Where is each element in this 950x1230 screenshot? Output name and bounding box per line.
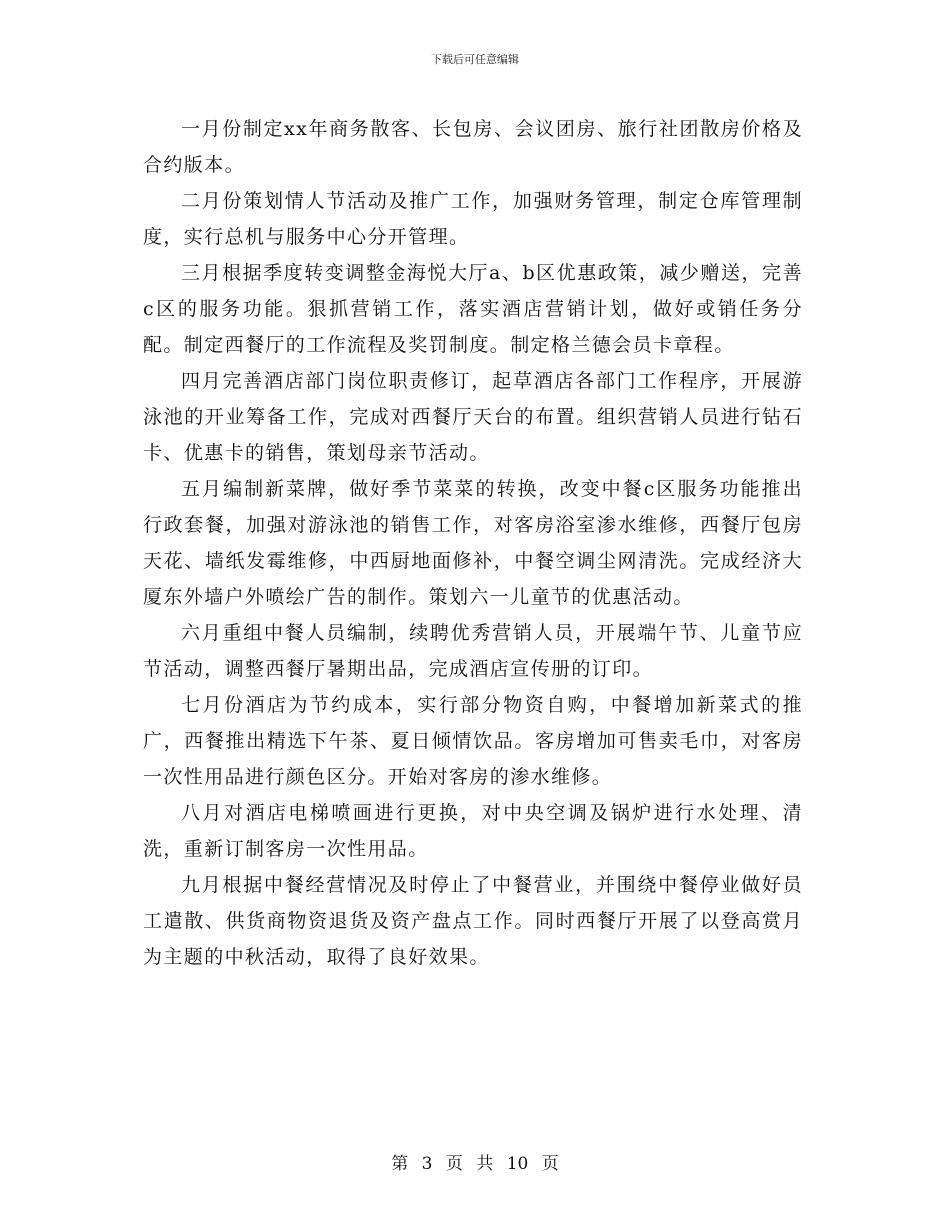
page-header: 下载后可任意编辑 [431,53,519,66]
paragraph-september: 九月根据中餐经营情况及时停止了中餐营业，并围绕中餐停业做好员工遣散、供货商物资退货及资产盘点工作。同时西餐厅开展了以登高赏月为主题的中秋活动，取得了良好效果。 [143,874,803,968]
paragraph-july: 七月份酒店为节约成本，实行部分物资自购，中餐增加新菜式的推广，西餐推出精选下午茶、夏日倾情饮品。客房增加可售卖毛巾，对客房一次性用品进行颜色区分。开始对客房的渗水维修。 [143,694,803,788]
document-body [143,111,803,975]
paragraph-march: 三月根据季度转变调整金海悦大厅a、b区优惠政策，减少赠送，完善c区的服务功能。狠抓营销工作，落实酒店营销计划，做好或销任务分配。制定西餐厅的工作流程及奖罚制度。制定格兰德会员卡章程。 [143,262,803,356]
paragraph-may: 五月编制新菜牌，做好季节菜菜的转换，改变中餐c区服务功能推出行政套餐，加强对游泳池的销售工作，对客房浴室渗水维修，西餐厅包房天花、墙纸发霉维修，中西厨地面修补，中餐空调尘网清洗。完成经济大厦东外墙户外喷绘广告的制作。策划六一儿童节的优惠活动。 [143,478,803,608]
paragraph-january: 一月份制定xx年商务散客、长包房、会议团房、旅行社团散房价格及合约版本。 [143,118,803,176]
paragraph-february: 二月份策划情人节活动及推广工作，加强财务管理，制定仓库管理制度，实行总机与服务中心分开管理。 [143,190,803,248]
paragraph-august: 八月对酒店电梯喷画进行更换，对中央空调及锅炉进行水处理、清洗，重新订制客房一次性用品。 [143,802,803,860]
paragraph-april: 四月完善酒店部门岗位职责修订，起草酒店各部门工作程序，开展游泳池的开业筹备工作，完成对西餐厅天台的布置。组织营销人员进行钻石卡、优惠卡的销售，策划母亲节活动。 [143,370,803,464]
page-number-footer: 第 3 页 共 10 页 [391,1154,559,1174]
paragraph-june: 六月重组中餐人员编制，续聘优秀营销人员，开展端午节、儿童节应节活动，调整西餐厅暑期出品，完成酒店宣传册的订印。 [143,622,803,680]
